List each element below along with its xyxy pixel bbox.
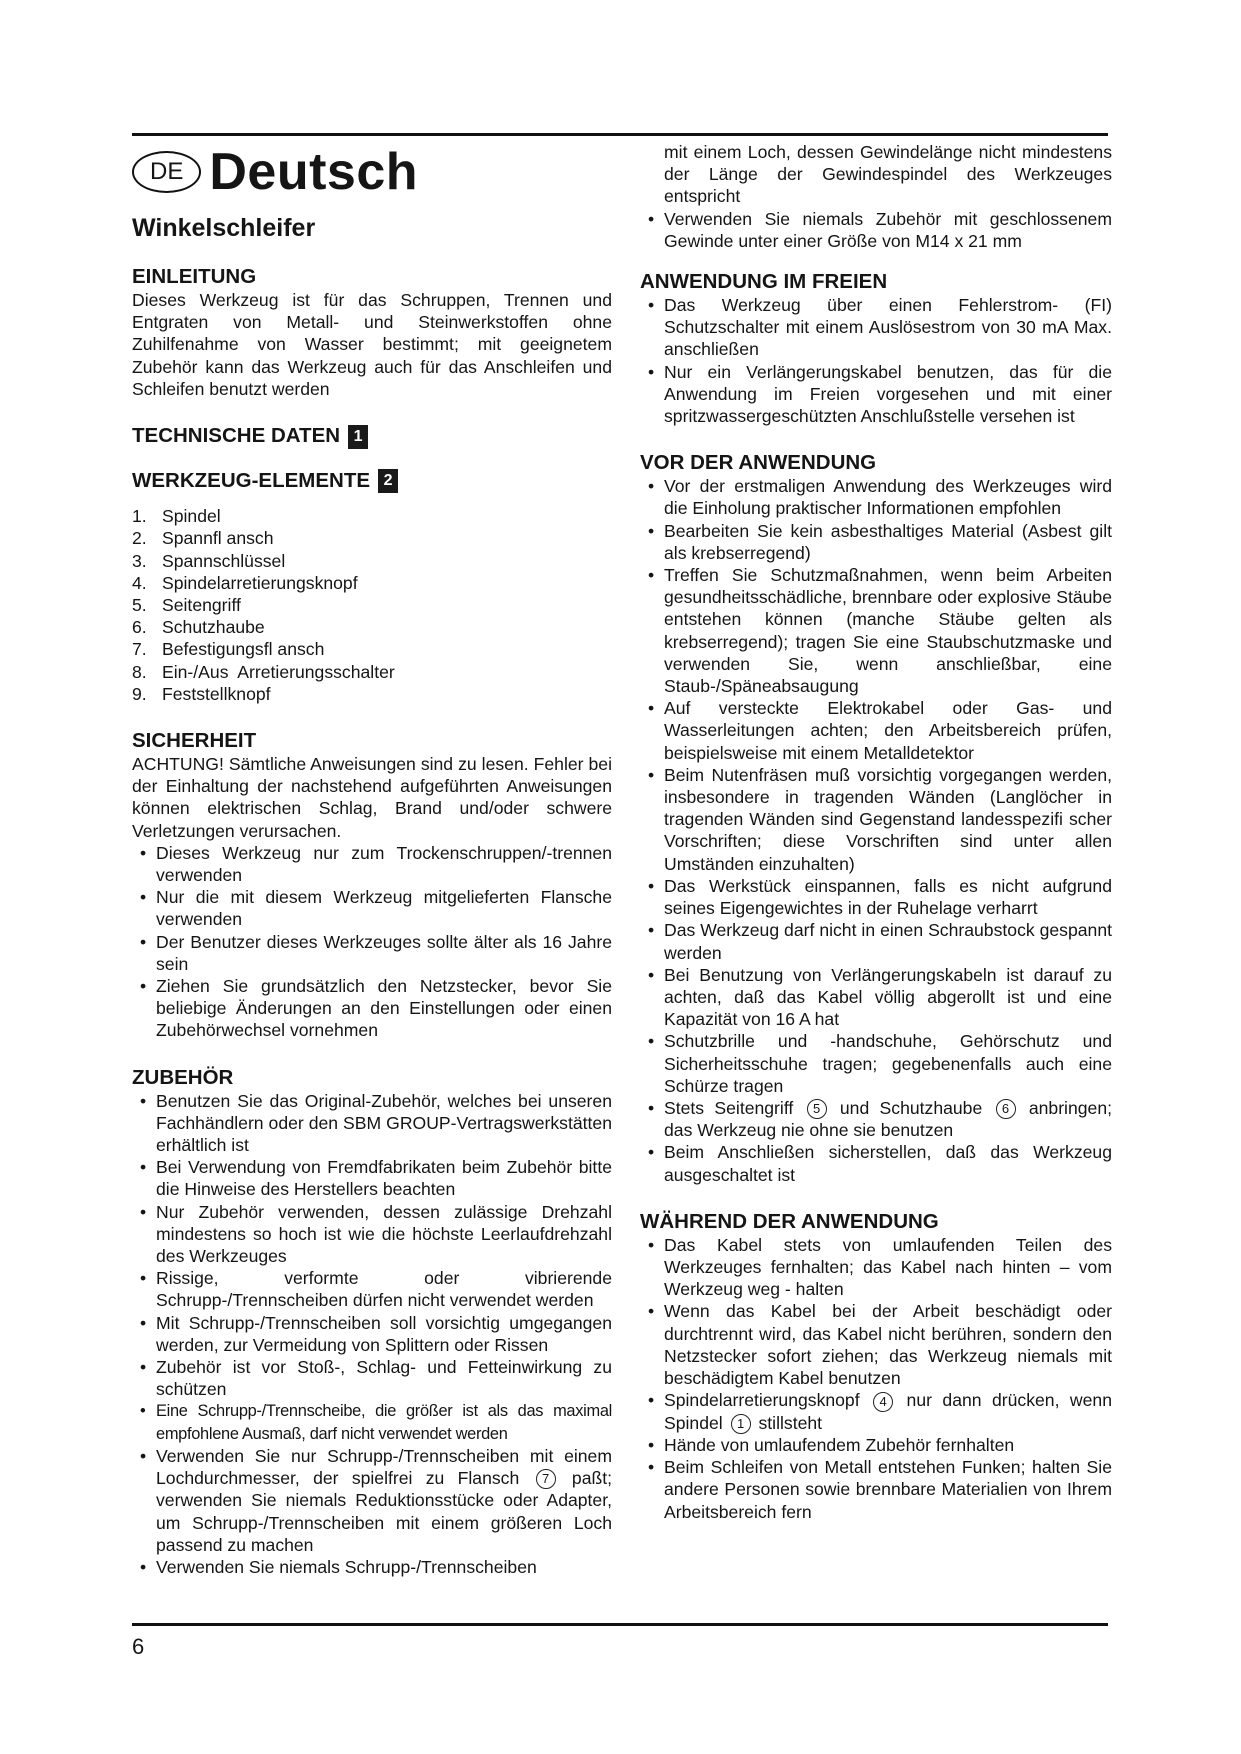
elemente-item <box>132 572 612 594</box>
elemente-item-label: Spannfl ansch <box>162 528 274 549</box>
list-item: • Zubehör ist vor Stoß-, Schlag- und Fetteinwirkung zu schützen <box>132 1356 612 1400</box>
list-item: • Schutzbrille und -handschuhe, Gehörschutz und Sicherheitsschuhe tragen; gegebenenfalls auch eine Schürze tragen <box>640 1030 1112 1097</box>
elemente-item <box>132 594 612 616</box>
elemente-item-number: 6. <box>132 617 147 638</box>
spindel-text-b: nur dann drücken, wenn Spindel <box>664 1390 1112 1433</box>
list-item: • Auf versteckte Elektrokabel oder Gas- und Wasserleitungen achten; den Arbeitsbereich prüfen, beispielsweise mit einem Metalldetektor <box>640 697 1112 764</box>
einleitung-text: Dieses Werkzeug ist für das Schruppen, Trennen und Entgraten von Metall- und Steinwerkstoffen ohne Zuhilfenahme von Wasser bestimmt; mit geeignetem Zubehör kann das Werkzeug auch für das Anschleifen und Schleifen benutzt werden <box>132 290 612 399</box>
elemente-item <box>132 638 612 660</box>
elemente-item <box>132 505 612 527</box>
section-sicherheit <box>132 729 612 1042</box>
list-item: • Treffen Sie Schutzmaßnahmen, wenn beim Arbeiten gesundheitsschädliche, brennbare oder explosive Stäube entstehen können (manche Stäube gelten als krebserregend); tragen Sie eine Staubschutzmaske und verwenden Sie, wenn anschließbar, eine Staub-/Späneabsaugung <box>640 564 1112 697</box>
elemente-item-label: Spannschlüssel <box>162 550 286 571</box>
sicherheit-intro: ACHTUNG! Sämtliche Anweisungen sind zu lesen. Fehler bei der Einhaltung der nachstehend aufgeführten Anweisungen können elektrischen Schlag, Brand und/oder schwere Verletzungen verursachen. <box>132 754 612 841</box>
werkzeug-elemente-label: WERKZEUG-ELEMENTE <box>132 468 371 492</box>
zubehoer-list <box>132 1090 612 1579</box>
vor-list <box>640 475 1112 1186</box>
heading-technische-daten <box>132 424 612 449</box>
language-badge: DE <box>132 151 201 193</box>
heading-werkzeug-elemente <box>132 469 612 494</box>
list-item: • Bei Benutzung von Verlängerungskabeln ist darauf zu achten, daß das Kabel völlig abgerollt ist und eine Kapazität von 16 A hat <box>640 964 1112 1031</box>
elemente-item-number: 7. <box>132 639 147 660</box>
bottom-rule <box>132 1623 1108 1626</box>
list-item: • Beim Schleifen von Metall entstehen Funken; halten Sie andere Personen sowie brennbare Materialien von Ihrem Arbeitsbereich fern <box>640 1456 1112 1523</box>
heading-anwendung-im-freien: ANWENDUNG IM FREIEN <box>640 270 888 294</box>
list-item: • Wenn das Kabel bei der Arbeit beschädigt oder durchtrennt wird, das Kabel nicht berühren, sondern den Netzstecker sofort ziehen; das Werkzeug niemals mit beschädigtem Kabel benutzen <box>640 1300 1112 1389</box>
heading-einleitung: EINLEITUNG <box>132 265 257 288</box>
zubehoer-item8-text-b: paßt; verwenden Sie niemals Reduktionsstücke oder Adapter, um Schrupp-/Trennscheiben mit einem größeren Loch passend zu machen <box>156 1468 613 1555</box>
elemente-item-number: 8. <box>132 661 147 682</box>
left-column <box>132 141 612 1578</box>
elemente-item-number: 9. <box>132 683 147 704</box>
stets-text-b: und Schutzhaube <box>839 1097 983 1118</box>
list-item <box>640 1097 1112 1142</box>
elemente-item-label: Spindelarretierungsknopf <box>162 572 358 593</box>
elemente-item-label: Spindel <box>162 506 221 527</box>
section-werkzeug-elemente <box>132 469 612 705</box>
technische-daten-label: TECHNISCHE DATEN <box>132 424 341 448</box>
section-anwendung-im-freien <box>640 270 1112 427</box>
list-item: • Das Werkstück einspannen, falls es nicht aufgrund seines Eigengewichtes in der Ruhelage verharrt <box>640 875 1112 919</box>
spindle-lock-ref-4: 4 <box>873 1392 893 1412</box>
list-item: • Ziehen Sie grundsätzlich den Netzstecker, bevor Sie beliebige Änderungen an den Einstellungen oder einen Zubehörwechsel vornehmen <box>132 975 612 1042</box>
list-item: • Beim Nutenfräsen muß vorsichtig vorgegangen werden, insbesondere in tragenden Wänden (Langlöcher in tragenden Wänden sind Gegenstand landesspezifi scher Vorschriften; diese Vorschriften sind unter allen Umständen einzuhalten) <box>640 764 1112 875</box>
list-item: • Nur ein Verlängerungskabel benutzen, das für die Anwendung im Freien vorgesehen und mit einer spritzwassergeschützten Anschlußstelle versehen ist <box>640 361 1112 428</box>
list-item: • Bei Verwendung von Fremdfabrikaten beim Zubehör bitte die Hinweise des Herstellers beachten <box>132 1156 612 1200</box>
language-title: Deutsch <box>209 143 418 201</box>
list-item: • Beim Anschließen sicherstellen, daß das Werkzeug ausgeschaltet ist <box>640 1141 1112 1185</box>
elemente-item-number: 4. <box>132 572 147 593</box>
elemente-item-label: Befestigungsfl ansch <box>162 639 325 660</box>
figure-ref-2: 2 <box>378 469 398 493</box>
side-handle-ref-5: 5 <box>807 1099 827 1119</box>
product-title: Winkelschleifer <box>132 214 316 242</box>
list-item: • Hände von umlaufendem Zubehör fernhalten <box>640 1434 1112 1456</box>
freien-list <box>640 294 1112 427</box>
spindel-text-c: stillsteht <box>758 1412 823 1433</box>
elemente-item-number: 1. <box>132 506 147 527</box>
list-item <box>132 1445 612 1556</box>
list-item: • Verwenden Sie niemals Schrupp-/Trennscheiben <box>132 1556 612 1578</box>
section-technische-daten <box>132 424 612 449</box>
elemente-item-label: Seitengriff <box>162 594 241 615</box>
section-vor-der-anwendung <box>640 451 1112 1186</box>
elemente-item-number: 5. <box>132 594 147 615</box>
list-item: • Nur die mit diesem Werkzeug mitgelieferten Flansche verwenden <box>132 886 612 930</box>
list-item: • Das Werkzeug darf nicht in einen Schraubstock gespannt werden <box>640 919 1112 963</box>
list-item <box>640 1389 1112 1434</box>
zubehoer-item8-text-a: Verwenden Sie nur Schrupp-/Trennscheiben mit einem Lochdurchmesser, der spielfrei zu Flansch <box>156 1445 612 1489</box>
elemente-item <box>132 683 612 705</box>
list-item: • Dieses Werkzeug nur zum Trockenschruppen/-trennen verwenden <box>132 842 612 886</box>
page-number: 6 <box>132 1634 145 1659</box>
heading-zubehoer: ZUBEHÖR <box>132 1065 234 1089</box>
elemente-item-label: Schutzhaube <box>162 617 265 638</box>
elemente-item-label: Feststellknopf <box>162 683 271 704</box>
stets-text-c: anbringen; das Werkzeug nie ohne sie benutzen <box>664 1097 1112 1141</box>
list-item: • Der Benutzer dieses Werkzeuges sollte älter als 16 Jahre sein <box>132 931 612 975</box>
sicherheit-list <box>132 842 612 1042</box>
spindle-ref-1: 1 <box>731 1414 751 1434</box>
list-item: • Bearbeiten Sie kein asbesthaltiges Material (Asbest gilt als krebserregend) <box>640 520 1112 564</box>
heading-sicherheit: SICHERHEIT <box>132 729 257 752</box>
zubehoer-list-continued <box>640 208 1112 252</box>
list-item: • Nur Zubehör verwenden, dessen zulässige Drehzahl mindestens so hoch ist wie die höchste Leerlaufdrehzahl des Werkzeuges <box>132 1201 612 1268</box>
stets-text-a: Stets Seitengriff <box>664 1097 794 1118</box>
figure-ref-1: 1 <box>348 425 368 449</box>
waehrend-list <box>640 1234 1112 1523</box>
flange-ref-7: 7 <box>536 1469 556 1489</box>
elemente-item <box>132 661 612 683</box>
list-item: • Rissige, verformte oder vibrierende Schrupp-/Trennscheiben dürfen nicht verwendet werden <box>132 1267 612 1311</box>
top-rule <box>132 133 1108 136</box>
elemente-item <box>132 550 612 572</box>
list-item: • Mit Schrupp-/Trennscheiben soll vorsichtig umgegangen werden, zur Vermeidung von Splittern oder Rissen <box>132 1312 612 1356</box>
spindel-text-a: Spindelarretierungsknopf <box>664 1390 860 1411</box>
section-zubehoer <box>132 1066 612 1579</box>
right-column <box>640 141 1112 1523</box>
heading-waehrend-der-anwendung: WÄHREND DER ANWENDUNG <box>640 1209 939 1233</box>
elemente-item <box>132 616 612 638</box>
elemente-item-number: 2. <box>132 528 147 549</box>
list-item: • Eine Schrupp-/Trennscheibe, die größer ist als das maximal empfohlene Ausmaß, darf nicht verwendet werden <box>132 1400 612 1444</box>
section-waehrend-der-anwendung <box>640 1210 1112 1523</box>
section-einleitung <box>132 265 612 400</box>
list-item: • Vor der erstmaligen Anwendung des Werkzeuges wird die Einholung praktischer Informationen empfohlen <box>640 475 1112 519</box>
list-item: • Das Werkzeug über einen Fehlerstrom- (FI) Schutzschalter mit einem Auslösestrom von 30 mA Max. anschließen <box>640 294 1112 361</box>
guard-ref-6: 6 <box>996 1099 1016 1119</box>
elemente-list <box>132 505 612 705</box>
elemente-item-number: 3. <box>132 550 147 571</box>
list-item: • Verwenden Sie niemals Zubehör mit geschlossenem Gewinde unter einer Größe von M14 x 21 mm <box>640 208 1112 252</box>
elemente-item-label: Ein-/Aus Arretierungsschalter <box>162 661 395 682</box>
heading-vor-der-anwendung: VOR DER ANWENDUNG <box>640 451 877 475</box>
zubehoer-item9-continuation: mit einem Loch, dessen Gewindelänge nicht mindestens der Länge der Gewindespindel des Werkzeuges entspricht <box>664 142 1112 207</box>
list-item: • Das Kabel stets von umlaufenden Teilen des Werkzeuges fernhalten; das Kabel nach hinten – vom Werkzeug weg - halten <box>640 1234 1112 1301</box>
list-item: • Benutzen Sie das Original-Zubehör, welches bei unseren Fachhändlern oder den SBM GROUP-Vertragswerkstätten erhältlich ist <box>132 1090 612 1157</box>
elemente-item <box>132 527 612 549</box>
language-header <box>132 141 612 203</box>
